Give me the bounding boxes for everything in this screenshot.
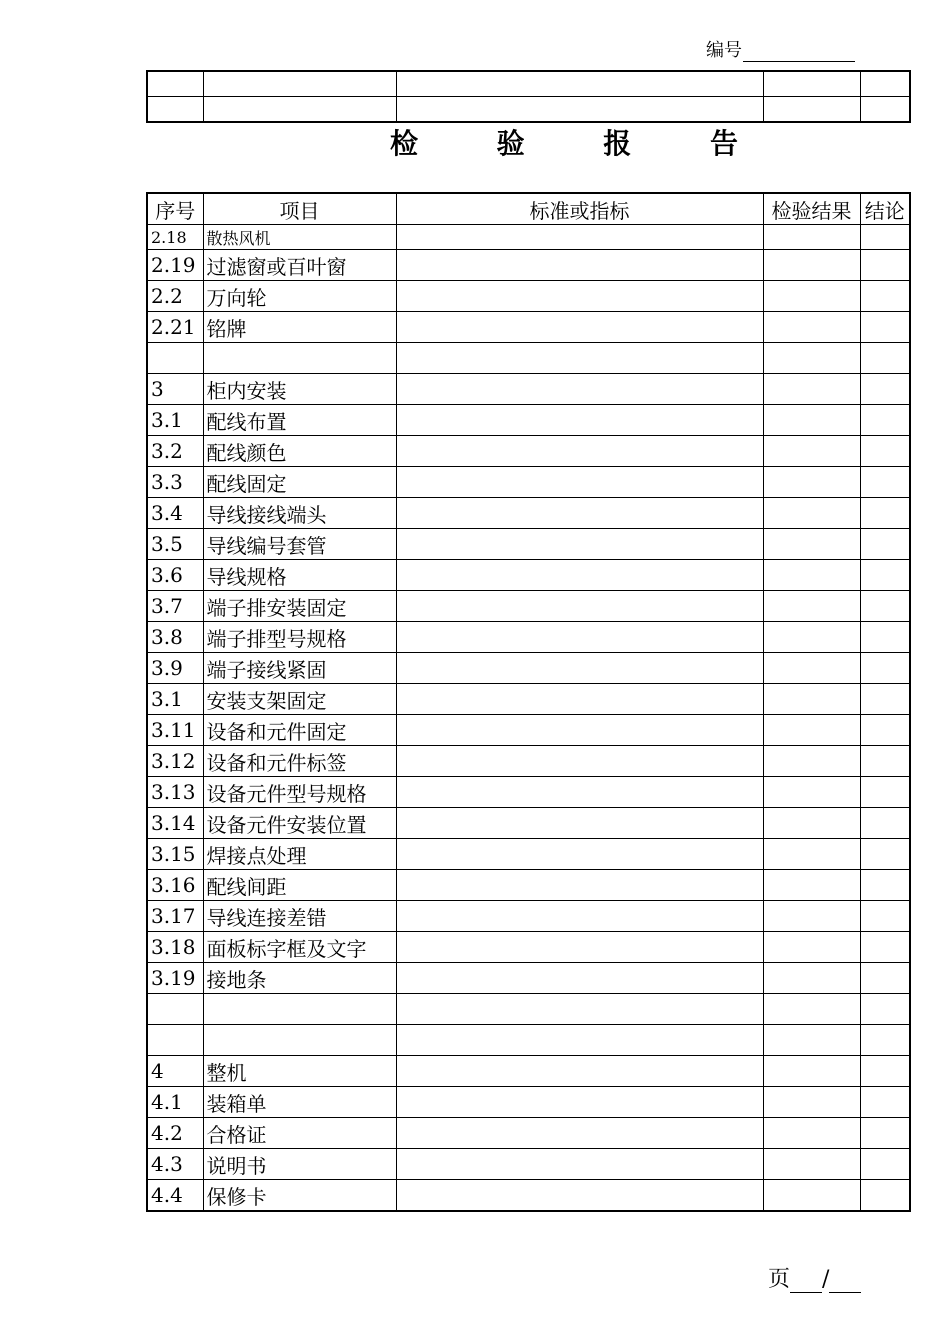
row-standard-cell[interactable] (396, 1180, 763, 1212)
row-result-cell[interactable] (763, 808, 860, 839)
row-standard-cell[interactable] (396, 312, 763, 343)
table-row (147, 963, 910, 994)
row-standard-cell[interactable] (396, 715, 763, 746)
row-standard-cell[interactable] (396, 622, 763, 653)
page-current-blank[interactable] (790, 1272, 822, 1293)
table-row (147, 1149, 910, 1180)
table-row (147, 374, 910, 405)
row-no: 3.16 (147, 870, 203, 901)
blank-cell[interactable] (763, 97, 860, 123)
row-conclusion-cell[interactable] (860, 1087, 910, 1118)
blank-cell[interactable] (860, 71, 910, 97)
serial-number-field (706, 36, 855, 62)
table-row (147, 529, 910, 560)
row-conclusion-cell[interactable] (860, 343, 910, 374)
row-item: 端子排型号规格 (203, 622, 396, 653)
row-result-cell[interactable] (763, 963, 860, 994)
table-row (147, 405, 910, 436)
row-standard-cell[interactable] (396, 870, 763, 901)
row-conclusion-cell[interactable] (860, 591, 910, 622)
table-row (147, 498, 910, 529)
row-item: 设备元件型号规格 (203, 777, 396, 808)
row-no: 3.5 (147, 529, 203, 560)
row-item: 散热风机 (203, 225, 396, 250)
row-result-cell[interactable] (763, 591, 860, 622)
row-standard-cell[interactable] (396, 684, 763, 715)
row-standard-cell[interactable] (396, 839, 763, 870)
blank-cell[interactable] (396, 71, 763, 97)
row-conclusion-cell[interactable] (860, 870, 910, 901)
row-conclusion-cell[interactable] (860, 374, 910, 405)
row-result-cell[interactable] (763, 225, 860, 250)
table-row (147, 808, 910, 839)
row-result-cell[interactable] (763, 994, 860, 1025)
row-no: 2.18 (147, 225, 203, 250)
row-standard-cell[interactable] (396, 591, 763, 622)
row-item: 设备和元件标签 (203, 746, 396, 777)
row-conclusion-cell[interactable] (860, 250, 910, 281)
table-row (147, 1118, 910, 1149)
row-standard-cell[interactable] (396, 1087, 763, 1118)
table-row (147, 994, 910, 1025)
header-conclusion: 结论 (860, 193, 910, 225)
header-blank-row (147, 97, 910, 123)
table-row (147, 622, 910, 653)
row-result-cell[interactable] (763, 374, 860, 405)
table-row (147, 777, 910, 808)
row-result-cell[interactable] (763, 250, 860, 281)
row-standard-cell[interactable] (396, 405, 763, 436)
row-conclusion-cell[interactable] (860, 932, 910, 963)
row-no: 3 (147, 374, 203, 405)
row-item: 万向轮 (203, 281, 396, 312)
table-row (147, 1087, 910, 1118)
header-item: 项目 (203, 193, 396, 225)
row-result-cell[interactable] (763, 1087, 860, 1118)
row-standard-cell[interactable] (396, 1149, 763, 1180)
row-result-cell[interactable] (763, 498, 860, 529)
row-result-cell[interactable] (763, 281, 860, 312)
row-item (203, 994, 396, 1025)
row-no: 3.14 (147, 808, 203, 839)
row-item: 过滤窗或百叶窗 (203, 250, 396, 281)
blank-cell[interactable] (396, 97, 763, 123)
row-no: 3.1 (147, 405, 203, 436)
row-result-cell[interactable] (763, 653, 860, 684)
row-conclusion-cell[interactable] (860, 746, 910, 777)
row-item: 导线规格 (203, 560, 396, 591)
row-conclusion-cell[interactable] (860, 225, 910, 250)
row-result-cell[interactable] (763, 1118, 860, 1149)
row-no: 3.15 (147, 839, 203, 870)
row-item: 配线间距 (203, 870, 396, 901)
blank-cell[interactable] (203, 71, 396, 97)
row-no: 3.2 (147, 436, 203, 467)
title-char: 验 (496, 127, 525, 160)
row-standard-cell[interactable] (396, 374, 763, 405)
row-no: 4 (147, 1056, 203, 1087)
row-result-cell[interactable] (763, 839, 860, 870)
row-result-cell[interactable] (763, 529, 860, 560)
page-total-blank[interactable] (829, 1272, 861, 1293)
row-conclusion-cell[interactable] (860, 529, 910, 560)
row-item: 铭牌 (203, 312, 396, 343)
row-result-cell[interactable] (763, 312, 860, 343)
row-no: 3.9 (147, 653, 203, 684)
row-item (203, 343, 396, 374)
row-result-cell[interactable] (763, 436, 860, 467)
table-row (147, 560, 910, 591)
blank-cell[interactable] (203, 97, 396, 123)
table-row (147, 250, 910, 281)
row-standard-cell[interactable] (396, 225, 763, 250)
row-item: 柜内安装 (203, 374, 396, 405)
row-item (203, 1025, 396, 1056)
row-result-cell[interactable] (763, 1056, 860, 1087)
row-standard-cell[interactable] (396, 343, 763, 374)
row-standard-cell[interactable] (396, 1056, 763, 1087)
row-no: 4.3 (147, 1149, 203, 1180)
table-header-row (147, 193, 910, 225)
row-item: 配线布置 (203, 405, 396, 436)
table-row (147, 932, 910, 963)
row-result-cell[interactable] (763, 343, 860, 374)
row-standard-cell[interactable] (396, 281, 763, 312)
row-item: 配线固定 (203, 467, 396, 498)
title-char: 告 (709, 127, 738, 160)
header-no: 序号 (147, 193, 203, 225)
blank-cell[interactable] (763, 71, 860, 97)
serial-number-label: 编号 (706, 40, 742, 61)
header-blank-table (146, 70, 911, 123)
row-result-cell[interactable] (763, 777, 860, 808)
row-standard-cell[interactable] (396, 808, 763, 839)
row-no: 3.11 (147, 715, 203, 746)
row-no: 3.6 (147, 560, 203, 591)
row-item: 合格证 (203, 1118, 396, 1149)
row-standard-cell[interactable] (396, 1118, 763, 1149)
row-conclusion-cell[interactable] (860, 901, 910, 932)
row-no: 3.17 (147, 901, 203, 932)
row-result-cell[interactable] (763, 932, 860, 963)
row-standard-cell[interactable] (396, 963, 763, 994)
row-no: 3.8 (147, 622, 203, 653)
row-standard-cell[interactable] (396, 932, 763, 963)
row-no: 3.19 (147, 963, 203, 994)
row-item: 说明书 (203, 1149, 396, 1180)
table-row (147, 1056, 910, 1087)
row-no: 3.1 (147, 684, 203, 715)
row-standard-cell[interactable] (396, 777, 763, 808)
row-conclusion-cell[interactable] (860, 405, 910, 436)
row-no (147, 994, 203, 1025)
inspection-table (146, 192, 911, 1212)
row-result-cell[interactable] (763, 746, 860, 777)
table-row (147, 746, 910, 777)
row-no: 3.12 (147, 746, 203, 777)
row-no (147, 343, 203, 374)
row-conclusion-cell[interactable] (860, 312, 910, 343)
row-conclusion-cell[interactable] (860, 1056, 910, 1087)
row-standard-cell[interactable] (396, 467, 763, 498)
row-conclusion-cell[interactable] (860, 1025, 910, 1056)
row-standard-cell[interactable] (396, 498, 763, 529)
row-result-cell[interactable] (763, 405, 860, 436)
row-result-cell[interactable] (763, 684, 860, 715)
row-no: 3.4 (147, 498, 203, 529)
row-result-cell[interactable] (763, 622, 860, 653)
row-item: 安装支架固定 (203, 684, 396, 715)
document-title (384, 122, 744, 162)
blank-cell[interactable] (147, 97, 203, 123)
table-row (147, 901, 910, 932)
row-item: 端子接线紧固 (203, 653, 396, 684)
row-conclusion-cell[interactable] (860, 498, 910, 529)
serial-number-blank[interactable] (743, 44, 855, 62)
table-row (147, 653, 910, 684)
row-result-cell[interactable] (763, 560, 860, 591)
row-item: 配线颜色 (203, 436, 396, 467)
table-row (147, 467, 910, 498)
table-row (147, 1025, 910, 1056)
row-conclusion-cell[interactable] (860, 715, 910, 746)
row-standard-cell[interactable] (396, 560, 763, 591)
row-result-cell[interactable] (763, 870, 860, 901)
row-no: 3.7 (147, 591, 203, 622)
table-row (147, 343, 910, 374)
row-no: 3.13 (147, 777, 203, 808)
row-no: 2.19 (147, 250, 203, 281)
row-no: 4.4 (147, 1180, 203, 1212)
row-standard-cell[interactable] (396, 653, 763, 684)
row-item: 设备元件安装位置 (203, 808, 396, 839)
row-no: 2.21 (147, 312, 203, 343)
row-item: 接地条 (203, 963, 396, 994)
row-result-cell[interactable] (763, 467, 860, 498)
row-standard-cell[interactable] (396, 901, 763, 932)
row-result-cell[interactable] (763, 1149, 860, 1180)
row-item: 焊接点处理 (203, 839, 396, 870)
row-conclusion-cell[interactable] (860, 281, 910, 312)
row-no: 2.2 (147, 281, 203, 312)
header-blank-row (147, 71, 910, 97)
title-char: 报 (603, 127, 632, 160)
row-item: 设备和元件固定 (203, 715, 396, 746)
row-item: 导线接线端头 (203, 498, 396, 529)
row-standard-cell[interactable] (396, 994, 763, 1025)
row-no: 4.2 (147, 1118, 203, 1149)
row-item: 装箱单 (203, 1087, 396, 1118)
row-item: 导线编号套管 (203, 529, 396, 560)
table-row (147, 684, 910, 715)
header-standard: 标准或指标 (396, 193, 763, 225)
page-label: 页 (768, 1267, 791, 1292)
table-row (147, 281, 910, 312)
row-conclusion-cell[interactable] (860, 684, 910, 715)
page-number-field (768, 1262, 861, 1293)
row-conclusion-cell[interactable] (860, 839, 910, 870)
row-result-cell[interactable] (763, 1180, 860, 1212)
blank-cell[interactable] (860, 97, 910, 123)
table-row (147, 715, 910, 746)
page-separator: / (822, 1267, 830, 1292)
table-row (147, 312, 910, 343)
header-result: 检验结果 (763, 193, 860, 225)
row-conclusion-cell[interactable] (860, 1118, 910, 1149)
row-conclusion-cell[interactable] (860, 653, 910, 684)
row-item: 端子排安装固定 (203, 591, 396, 622)
row-conclusion-cell[interactable] (860, 622, 910, 653)
row-no: 3.3 (147, 467, 203, 498)
row-standard-cell[interactable] (396, 1025, 763, 1056)
table-row (147, 1180, 910, 1212)
row-item: 保修卡 (203, 1180, 396, 1212)
row-conclusion-cell[interactable] (860, 436, 910, 467)
row-conclusion-cell[interactable] (860, 994, 910, 1025)
row-conclusion-cell[interactable] (860, 560, 910, 591)
row-no: 3.18 (147, 932, 203, 963)
table-row (147, 225, 910, 250)
row-standard-cell[interactable] (396, 436, 763, 467)
table-row (147, 870, 910, 901)
row-conclusion-cell[interactable] (860, 777, 910, 808)
row-conclusion-cell[interactable] (860, 808, 910, 839)
table-row (147, 436, 910, 467)
row-standard-cell[interactable] (396, 250, 763, 281)
row-result-cell[interactable] (763, 901, 860, 932)
row-standard-cell[interactable] (396, 529, 763, 560)
row-result-cell[interactable] (763, 1025, 860, 1056)
row-conclusion-cell[interactable] (860, 1180, 910, 1212)
row-no: 4.1 (147, 1087, 203, 1118)
blank-cell[interactable] (147, 71, 203, 97)
row-conclusion-cell[interactable] (860, 1149, 910, 1180)
row-conclusion-cell[interactable] (860, 467, 910, 498)
row-conclusion-cell[interactable] (860, 963, 910, 994)
row-item: 面板标字框及文字 (203, 932, 396, 963)
row-item: 导线连接差错 (203, 901, 396, 932)
row-no (147, 1025, 203, 1056)
title-char: 检 (389, 127, 418, 160)
row-standard-cell[interactable] (396, 746, 763, 777)
table-row (147, 839, 910, 870)
row-item: 整机 (203, 1056, 396, 1087)
row-result-cell[interactable] (763, 715, 860, 746)
table-row (147, 591, 910, 622)
